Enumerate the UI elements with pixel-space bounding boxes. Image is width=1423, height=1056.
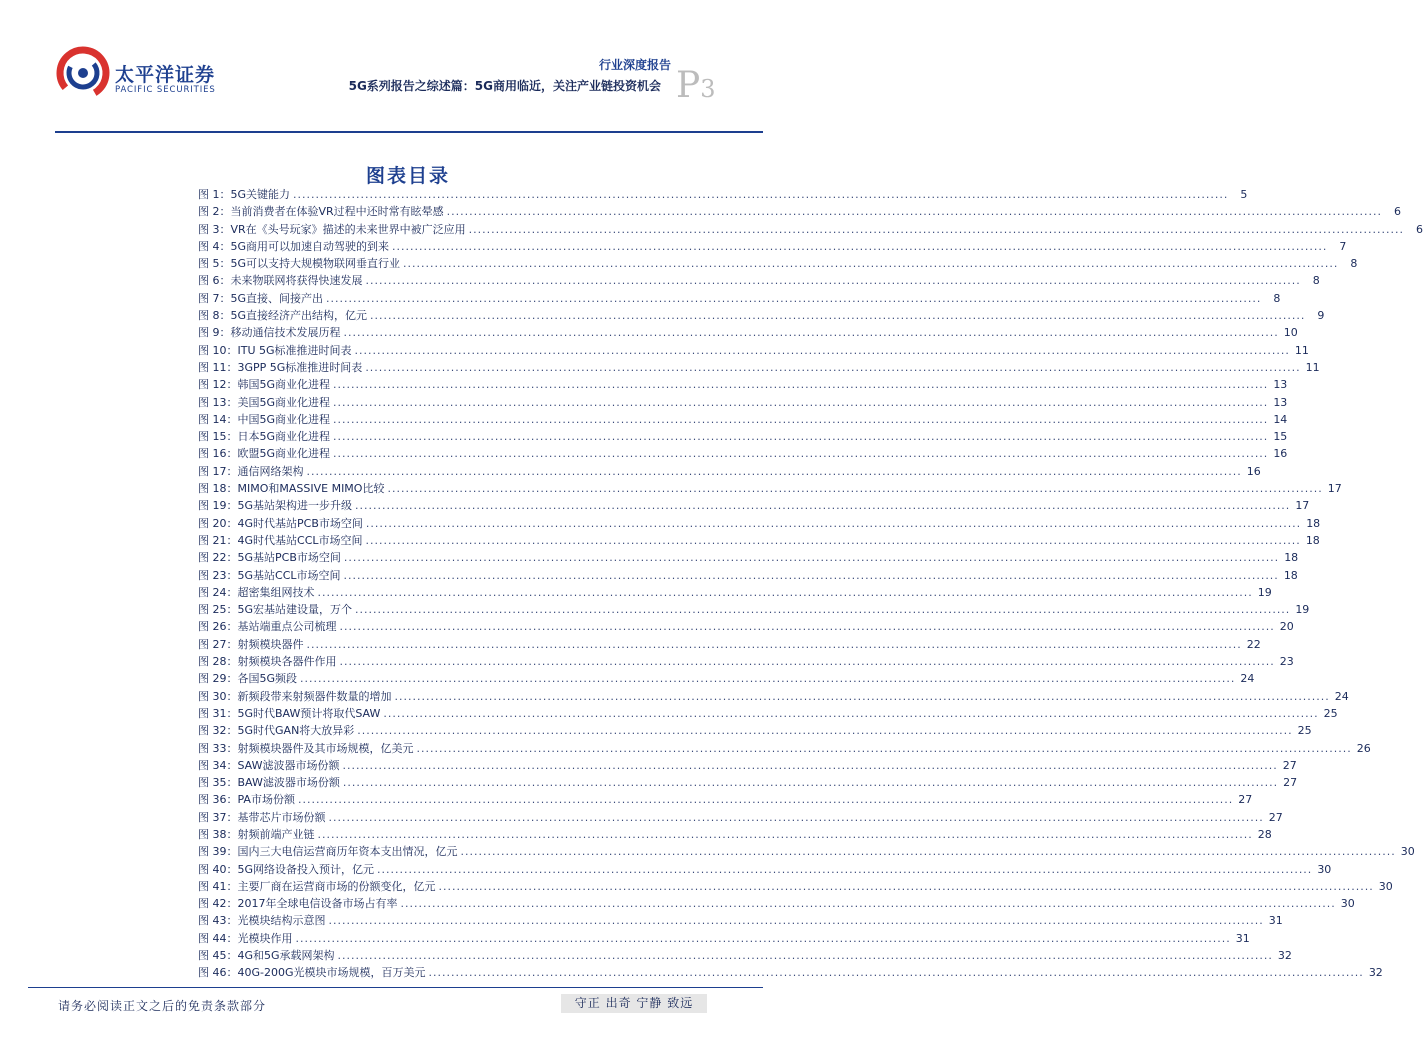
toc-entry[interactable] (198, 255, 1358, 272)
toc-entry-page[interactable]: 8 (1350, 257, 1358, 271)
toc-entry-page[interactable]: 31 (1268, 914, 1283, 928)
company-slogan: 守正 出奇 宁静 致远 (561, 994, 707, 1013)
page-number-digit: 3 (700, 75, 716, 103)
toc-entry[interactable] (198, 203, 1401, 220)
toc-entry[interactable] (198, 342, 1309, 359)
toc-dot-leader (344, 569, 1279, 582)
toc-entry-page[interactable]: 17 (1295, 499, 1310, 513)
toc-entry[interactable] (198, 964, 1383, 981)
toc-entry-page[interactable]: 8 (1273, 291, 1281, 305)
toc-entry-label[interactable]: 图 37：基带芯片市场份额 (198, 810, 326, 824)
toc-dot-leader (370, 309, 1305, 322)
toc-dot-leader (300, 672, 1235, 685)
toc-entry[interactable] (198, 670, 1255, 687)
toc-entry[interactable] (198, 809, 1283, 826)
toc-entry-label[interactable]: 图 24：超密集组网技术 (198, 585, 315, 599)
toc-entry[interactable] (198, 463, 1261, 480)
toc-dot-leader (333, 447, 1268, 460)
toc-entry-label[interactable]: 图 42：2017年全球电信设备市场占有率 (198, 897, 398, 911)
toc-entry-label[interactable]: 图 29：各国5G频段 (198, 672, 298, 686)
toc-entry-label[interactable]: 图 2：当前消费者在体验VR过程中还时常有眩晕感 (198, 205, 444, 219)
toc-entry[interactable] (198, 272, 1320, 289)
toc-dot-leader (329, 811, 1264, 824)
toc-dot-leader (293, 188, 1228, 201)
toc-entry-label[interactable]: 图 5：5G可以支持大规模物联网垂直行业 (198, 257, 401, 271)
toc-entry-page[interactable]: 11 (1305, 360, 1320, 374)
toc-entry-label[interactable]: 图 44：光模块作用 (198, 931, 293, 945)
toc-entry-label[interactable]: 图 30：新频段带来射频器件数量的增加 (198, 689, 392, 703)
toc-entry-label[interactable]: 图 46：40G-200G光模块市场规模，百万美元 (198, 966, 426, 980)
toc-entry-label[interactable]: 图 15：日本5G商业化进程 (198, 430, 331, 444)
toc-entry-page[interactable]: 13 (1273, 378, 1288, 392)
toc-dot-leader (296, 932, 1231, 945)
toc-entry-page[interactable]: 32 (1277, 949, 1292, 963)
toc-dot-leader (417, 742, 1352, 755)
toc-entry[interactable] (198, 221, 1423, 238)
toc-entry[interactable] (198, 843, 1415, 860)
toc-dot-leader (333, 413, 1268, 426)
toc-entry-label[interactable]: 图 9：移动通信技术发展历程 (198, 326, 341, 340)
toc-dot-leader (401, 897, 1336, 910)
toc-dot-leader (383, 707, 1318, 720)
toc-entry-page[interactable]: 27 (1283, 776, 1298, 790)
toc-entry-label[interactable]: 图 39：国内三大电信运营商历年资本支出情况，亿元 (198, 845, 458, 859)
toc-entry[interactable] (198, 238, 1347, 255)
toc-entry-label[interactable]: 图 14：中国5G商业化进程 (198, 412, 331, 426)
toc-entry[interactable] (198, 618, 1294, 635)
toc-entry-label[interactable]: 图 34：SAW滤波器市场份额 (198, 758, 340, 772)
toc-dot-leader (439, 880, 1374, 893)
toc-dot-leader (395, 690, 1330, 703)
toc-entry-page[interactable]: 24 (1240, 672, 1255, 686)
toc-entry[interactable] (198, 878, 1393, 895)
toc-entry-label[interactable]: 图 41：主要厂商在运营商市场的份额变化，亿元 (198, 879, 436, 893)
company-name-en: PACIFIC SECURITIES (115, 85, 216, 95)
disclaimer: 请务必阅读正文之后的免责条款部分 (58, 999, 267, 1013)
toc-entry-page[interactable]: 27 (1282, 758, 1297, 772)
toc-dot-leader (333, 430, 1268, 443)
toc-entry[interactable] (198, 791, 1253, 808)
toc-entry[interactable] (198, 757, 1297, 774)
toc-dot-leader (333, 396, 1268, 409)
toc-entry-label[interactable]: 图 11：3GPP 5G标准推进时间表 (198, 360, 363, 374)
toc-entry-page[interactable]: 19 (1257, 585, 1272, 599)
toc-entry-label[interactable]: 图 8：5G直接经济产出结构，亿元 (198, 309, 368, 323)
toc-entry[interactable] (198, 394, 1288, 411)
toc-dot-leader (392, 240, 1327, 253)
toc-entry-page[interactable]: 18 (1283, 568, 1298, 582)
toc-entry-label[interactable]: 图 45：4G和5G承载网架构 (198, 949, 335, 963)
toc-dot-leader (469, 223, 1404, 236)
toc-entry-page[interactable]: 28 (1257, 827, 1272, 841)
page-number-letter: P (676, 65, 701, 106)
toc-dot-leader (344, 551, 1279, 564)
company-logo (55, 44, 215, 104)
toc-entry-label[interactable]: 图 23：5G基站CCL市场空间 (198, 568, 341, 582)
toc-entry-label[interactable]: 图 17：通信网络架构 (198, 464, 304, 478)
toc-dot-leader (298, 793, 1233, 806)
report-title: 5G系列报告之综述篇：5G商用临近，关注产业链投资机会 (348, 79, 661, 93)
toc-entry[interactable] (198, 930, 1250, 947)
toc-entry[interactable] (198, 740, 1371, 757)
toc-dot-leader (318, 586, 1253, 599)
toc-entry[interactable] (198, 445, 1288, 462)
toc-entry[interactable] (198, 653, 1294, 670)
toc-dot-leader (307, 638, 1242, 651)
toc-entry-page[interactable]: 30 (1340, 897, 1355, 911)
toc-dot-leader (342, 759, 1277, 772)
toc-entry-page[interactable]: 27 (1238, 793, 1253, 807)
toc-entry-page[interactable]: 6 (1415, 222, 1423, 236)
toc-entry[interactable] (198, 549, 1299, 566)
toc-dot-leader (447, 205, 1382, 218)
toc-entry-page[interactable]: 31 (1235, 931, 1250, 945)
toc-dot-leader (355, 499, 1290, 512)
toc-dot-leader (366, 274, 1301, 287)
toc-entry-page[interactable]: 18 (1284, 551, 1299, 565)
header-divider (55, 131, 763, 133)
toc-dot-leader (307, 465, 1242, 478)
toc-entry[interactable] (198, 532, 1320, 549)
toc-entry[interactable] (198, 411, 1288, 428)
toc-entry-page[interactable]: 7 (1339, 239, 1347, 253)
toc-entry-label[interactable]: 图 12：韩国5G商业化进程 (198, 378, 331, 392)
toc-entry-label[interactable]: 图 27：射频模块器件 (198, 637, 304, 651)
toc-entry-page[interactable]: 22 (1246, 637, 1261, 651)
toc-dot-leader (403, 257, 1338, 270)
toc-entry-label[interactable]: 图 10：ITU 5G标准推进时间表 (198, 343, 352, 357)
toc-entry-label[interactable]: 图 16：欧盟5G商业化进程 (198, 447, 331, 461)
toc-entry-page[interactable]: 15 (1273, 430, 1288, 444)
page-number (676, 65, 716, 106)
toc-dot-leader (340, 620, 1275, 633)
toc-entry[interactable] (198, 601, 1310, 618)
toc-entry-label[interactable]: 图 21：4G时代基站CCL市场空间 (198, 533, 363, 547)
toc-dot-leader (461, 845, 1396, 858)
toc-entry-page[interactable]: 18 (1305, 533, 1320, 547)
toc-entry-label[interactable]: 图 3：VR在《头号玩家》描述的未来世界中被广泛应用 (198, 222, 466, 236)
footer-divider (28, 987, 763, 988)
toc-entry-label[interactable]: 图 38：射频前端产业链 (198, 827, 315, 841)
toc-dot-leader (355, 603, 1290, 616)
pacific-securities-logo-icon (55, 44, 111, 100)
toc-entry-label[interactable]: 图 20：4G时代基站PCB市场空间 (198, 516, 363, 530)
toc-heading: 图表目录 (365, 165, 450, 187)
toc-dot-leader (338, 949, 1273, 962)
toc-entry-page[interactable]: 14 (1273, 412, 1288, 426)
toc-entry[interactable] (198, 895, 1355, 912)
toc-entry[interactable] (198, 307, 1325, 324)
toc-entry-label[interactable]: 图 36：PA市场份额 (198, 793, 295, 807)
toc-entry[interactable] (198, 186, 1248, 203)
toc-dot-leader (377, 863, 1312, 876)
toc-entry-page[interactable]: 17 (1327, 482, 1342, 496)
figure-list (198, 186, 1423, 982)
toc-entry-label[interactable]: 图 25：5G宏基站建设量，万个 (198, 603, 353, 617)
toc-entry[interactable] (198, 567, 1298, 584)
toc-entry[interactable] (198, 324, 1298, 341)
toc-entry-page[interactable]: 32 (1368, 966, 1383, 980)
toc-entry-page[interactable]: 8 (1312, 274, 1320, 288)
toc-entry[interactable] (198, 515, 1321, 532)
toc-entry[interactable] (198, 705, 1338, 722)
toc-dot-leader (366, 534, 1301, 547)
toc-dot-leader (326, 292, 1261, 305)
toc-dot-leader (387, 482, 1322, 495)
toc-dot-leader (318, 828, 1253, 841)
toc-entry-label[interactable]: 图 33：射频模块器件及其市场规模，亿美元 (198, 741, 414, 755)
report-type: 行业深度报告 (598, 58, 671, 72)
toc-entry-label[interactable]: 图 6：未来物联网将获得快速发展 (198, 274, 363, 288)
toc-dot-leader (365, 361, 1300, 374)
toc-entry-page[interactable]: 13 (1273, 395, 1288, 409)
toc-entry[interactable] (198, 688, 1349, 705)
toc-entry[interactable] (198, 428, 1288, 445)
toc-entry-page[interactable]: 20 (1279, 620, 1294, 634)
company-name-cn: 太平洋证券 (115, 64, 216, 86)
toc-entry-page[interactable]: 30 (1317, 862, 1332, 876)
toc-entry-page[interactable]: 19 (1295, 603, 1310, 617)
toc-entry-label[interactable]: 图 35：BAW滤波器市场份额 (198, 776, 340, 790)
toc-dot-leader (329, 914, 1264, 927)
toc-entry-label[interactable]: 图 4：5G商用可以加速自动驾驶的到来 (198, 239, 390, 253)
toc-dot-leader (366, 517, 1301, 530)
toc-entry-label[interactable]: 图 28：射频模块各器件作用 (198, 655, 337, 669)
toc-entry-label[interactable]: 图 40：5G网络设备投入预计，亿元 (198, 862, 375, 876)
toc-entry-label[interactable]: 图 19：5G基站架构进一步升级 (198, 499, 353, 513)
toc-entry-page[interactable]: 25 (1297, 724, 1312, 738)
toc-entry-label[interactable]: 图 7：5G直接、间接产出 (198, 291, 324, 305)
toc-entry[interactable] (198, 722, 1312, 739)
toc-entry-page[interactable]: 24 (1334, 689, 1349, 703)
toc-entry-label[interactable]: 图 43：光模块结构示意图 (198, 914, 326, 928)
toc-entry[interactable] (198, 584, 1272, 601)
toc-entry[interactable] (198, 359, 1320, 376)
toc-entry-page[interactable]: 5 (1240, 188, 1248, 201)
toc-entry-label[interactable]: 图 13：美国5G商业化进程 (198, 395, 331, 409)
toc-entry[interactable] (198, 826, 1272, 843)
toc-entry-page[interactable]: 23 (1279, 655, 1294, 669)
toc-entry[interactable] (198, 861, 1332, 878)
toc-entry[interactable] (198, 497, 1310, 514)
toc-dot-leader (357, 724, 1292, 737)
toc-entry-page[interactable]: 16 (1273, 447, 1288, 461)
toc-entry-page[interactable]: 30 (1400, 845, 1415, 859)
toc-entry[interactable] (198, 912, 1283, 929)
toc-entry[interactable] (198, 290, 1281, 307)
toc-entry-page[interactable]: 26 (1356, 741, 1371, 755)
toc-entry[interactable] (198, 774, 1298, 791)
toc-entry[interactable] (198, 376, 1288, 393)
toc-entry-page[interactable]: 18 (1306, 516, 1321, 530)
toc-entry-label[interactable]: 图 26：基站端重点公司梳理 (198, 620, 337, 634)
toc-entry-page[interactable]: 6 (1393, 205, 1401, 219)
toc-dot-leader (355, 344, 1290, 357)
toc-dot-leader (333, 378, 1268, 391)
toc-entry-page[interactable]: 11 (1294, 343, 1309, 357)
toc-entry[interactable] (198, 636, 1261, 653)
toc-entry-label[interactable]: 图 31：5G时代BAW预计将取代SAW (198, 706, 381, 720)
toc-entry-label[interactable]: 图 32：5G时代GAN将大放异彩 (198, 724, 355, 738)
toc-entry-page[interactable]: 10 (1283, 326, 1298, 340)
toc-entry-label[interactable]: 图 1：5G关键能力 (198, 188, 291, 201)
toc-entry-page[interactable]: 9 (1317, 309, 1325, 323)
toc-entry-page[interactable]: 16 (1246, 464, 1261, 478)
toc-entry-label[interactable]: 图 18：MIMO和MASSIVE MIMO比较 (198, 482, 385, 496)
toc-entry[interactable] (198, 947, 1292, 964)
toc-entry-page[interactable]: 30 (1378, 879, 1393, 893)
toc-entry-page[interactable]: 25 (1323, 706, 1338, 720)
toc-entry-page[interactable]: 27 (1268, 810, 1283, 824)
toc-dot-leader (340, 655, 1275, 668)
toc-dot-leader (343, 776, 1278, 789)
toc-entry-label[interactable]: 图 22：5G基站PCB市场空间 (198, 551, 341, 565)
toc-dot-leader (429, 966, 1364, 979)
toc-dot-leader (344, 326, 1279, 339)
toc-entry[interactable] (198, 480, 1342, 497)
